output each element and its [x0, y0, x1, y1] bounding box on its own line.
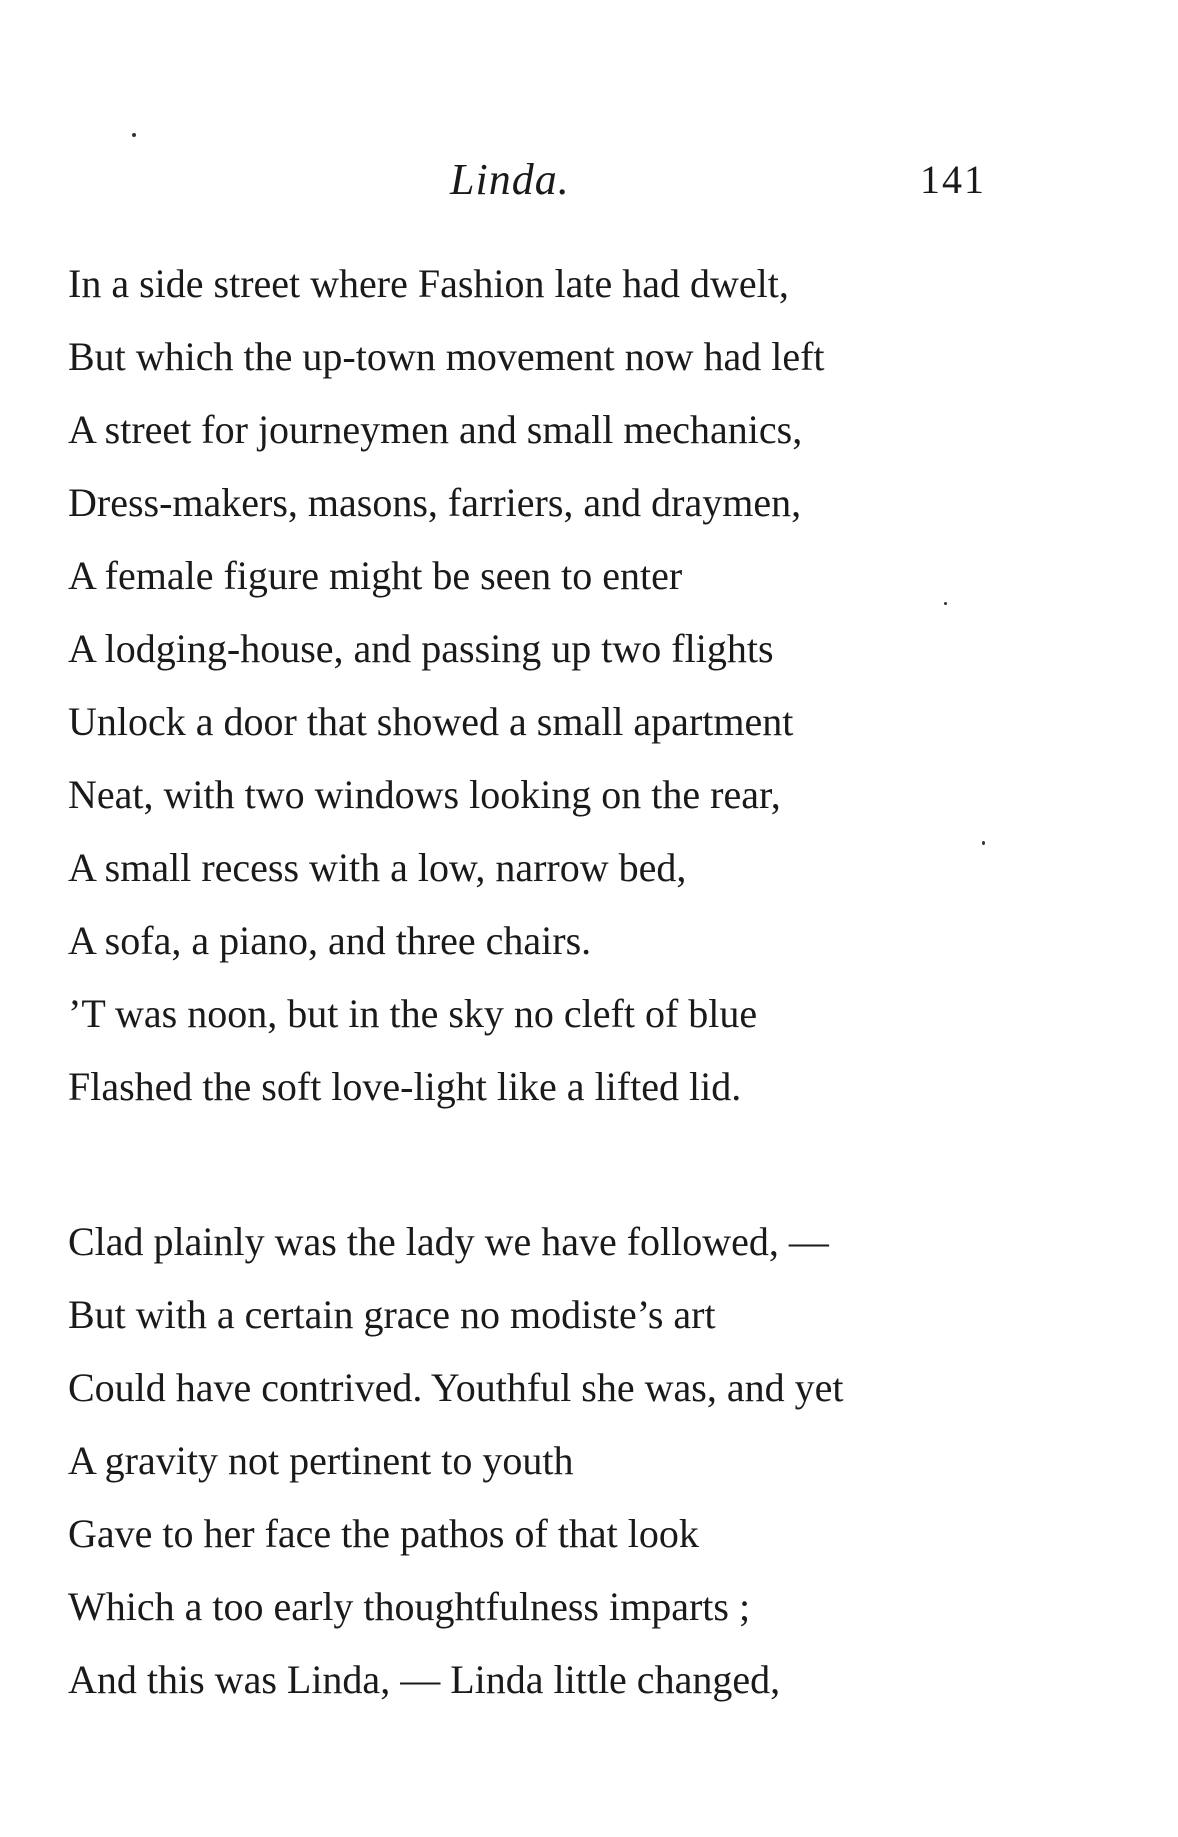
verse-line: A sofa, a piano, and three chairs. — [68, 918, 592, 963]
verse-line: Gave to her face the pathos of that look — [68, 1511, 699, 1556]
verse-line: A female figure might be seen to enter — [68, 553, 683, 598]
verse-line: A gravity not pertinent to youth — [68, 1438, 574, 1483]
page-title: Linda. — [450, 155, 570, 204]
running-head — [0, 150, 1178, 210]
verse-line: Could have contrived. Youthful she was, and yet — [68, 1365, 844, 1410]
print-speck — [132, 133, 136, 137]
verse-line: Which a too early thoughtfulness imparts ; — [68, 1584, 751, 1629]
verse-line: But which the up-town movement now had left — [68, 334, 825, 379]
stanza-1 — [68, 247, 1108, 1123]
verse-line: In a side street where Fashion late had dwelt, — [68, 261, 789, 306]
verse-line: Clad plainly was the lady we have followed, — — [68, 1219, 829, 1264]
verse-line: Flashed the soft love-light like a lifted lid. — [68, 1064, 742, 1109]
verse-line: ’T was noon, but in the sky no cleft of blue — [68, 991, 758, 1036]
verse-line: But with a certain grace no modiste’s art — [68, 1292, 716, 1337]
verse-line: And this was Linda, — Linda little changed, — [68, 1657, 781, 1702]
verse-line: Unlock a door that showed a small apartment — [68, 699, 794, 744]
verse-line: Neat, with two windows looking on the rear, — [68, 772, 781, 817]
verse-line: A small recess with a low, narrow bed, — [68, 845, 687, 890]
verse-line: A street for journeymen and small mechanics, — [68, 407, 803, 452]
stanza-2 — [68, 1205, 1108, 1716]
page-number: 141 — [920, 157, 986, 202]
verse-line: Dress-makers, masons, farriers, and draymen, — [68, 480, 802, 525]
verse-line: A lodging-house, and passing up two flights — [68, 626, 774, 671]
